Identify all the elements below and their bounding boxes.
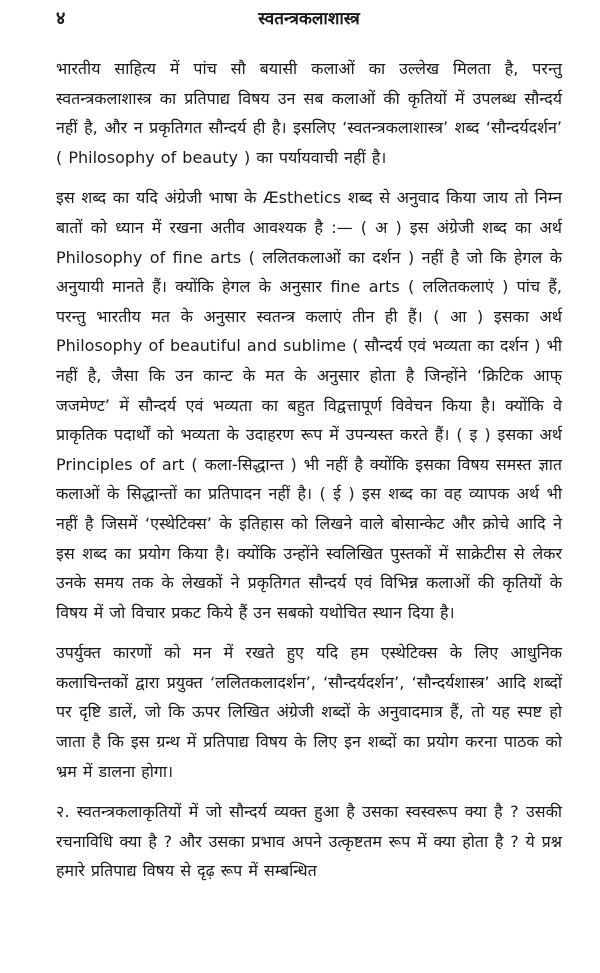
paragraph-1: भारतीय साहित्य में पांच सौ बयासी कलाओं का उल्लेख मिलता है, परन्तु स्वतन्त्रकलाशास्त्र का प्रतिपाद्य विषय उन सब कलाओं की कृतियों में उपलब्ध सौन्दर्य नहीं है, और न प्रकृतिगत सौन्दर्य ही है। इसलिए ‘स्वतन्त्रकलाशास्त्र’ शब्द ‘सौन्दर्यदर्शन’ ( Philosophy of beauty ) का पर्यायवाची नहीं है। (56, 59, 562, 167)
page-number: ४ (56, 8, 66, 29)
page-header (56, 0, 562, 44)
paragraph-3: उपर्युक्त कारणों को मन में रखते हुए यदि हम एस्थेटिक्स के लिए आधुनिक कलाचिन्तकों द्वारा प्रयुक्त ‘ललितकलादर्शन’, ‘सौन्दर्यदर्शन’, ‘सौन्दर्यशास्त्र’ आदि शब्दों पर दृष्टि डालें, जो कि ऊपर लिखित अंग्रेजी शब्दों के अनुवादमात्र हैं, तो यह स्पष्ट हो जाता है कि इस ग्रन्थ में प्रतिपाद्य विषय के लिए इन शब्दों का प्रयोग करना पाठक को भ्रम में डालना होगा। (56, 643, 562, 781)
paragraph-2: इस शब्द का यदि अंग्रेजी भाषा के Æsthetics शब्द से अनुवाद किया जाय तो निम्न बातों को ध्यान में रखना अतीव आवश्यक है :— ( अ ) इस अंग्रेजी शब्द का अर्थ Philosophy of fine arts ( ललितकलाओं का दर्शन ) नहीं है जो कि हेगल के अनुयायी मानते हैं। क्योंकि हेगल के अनुसार fine arts ( ललितकलाएं ) पांच हैं, परन्तु भारतीय मत के अनुसार स्वतन्त्र कलाएं तीन ही हैं। ( आ ) इसका अर्थ Philosophy of beautiful and sublime ( सौन्दर्य एवं भव्यता का दर्शन ) भी नहीं है, जैसा कि उन कान्ट के मत के अनुसार होता है जिन्होंने ‘क्रिटिक आफ् जजमेण्ट’ में सौन्दर्य एवं भव्यता का बहुत विद्वत्तापूर्ण विवेचन किया है। क्योंकि वे प्राकृतिक पदार्थों को भव्यता के उदाहरण रूप में उपन्यस्त करते हैं। ( इ ) इसका अर्थ Principles of art ( कला-सिद्धान्त ) भी नहीं है क्योंकि इसका विषय समस्त ज्ञात कलाओं के सिद्धान्तों का प्रतिपादन नहीं है। ( ई ) इस शब्द का वह व्यापक अर्थ भी नहीं है जिसमें ‘एस्थेटिक्स’ के इतिहास को लिखने वाले बोसान्केट और क्रोचे आदि ने इस शब्द का प्रयोग किया है। क्योंकि उन्होंने स्वलिखित पुस्तकों में साक्रेटीस से लेकर उनके समय तक के लेखकों ने प्रकृतिगत सौन्दर्य एवं विभिन्न कलाओं की कृतियों के विषय में जो विचार प्रकट किये हैं उन सबको यथोचित स्थान दिया है। (56, 188, 563, 622)
running-title: स्वतन्त्रकलाशास्त्र (258, 9, 360, 29)
paragraph-4: २. स्वतन्त्रकलाकृतियों में जो सौन्दर्य व्यक्त हुआ है उसका स्वस्वरूप क्या है ? उसकी रचनाविधि क्या है ? और उसका प्रभाव अपने उत्कृष्टतम रूप में क्या होता है ? ये प्रश्न हमारे प्रतिपाद्य विषय से दृढ़ रूप में सम्बन्धित (56, 802, 562, 881)
